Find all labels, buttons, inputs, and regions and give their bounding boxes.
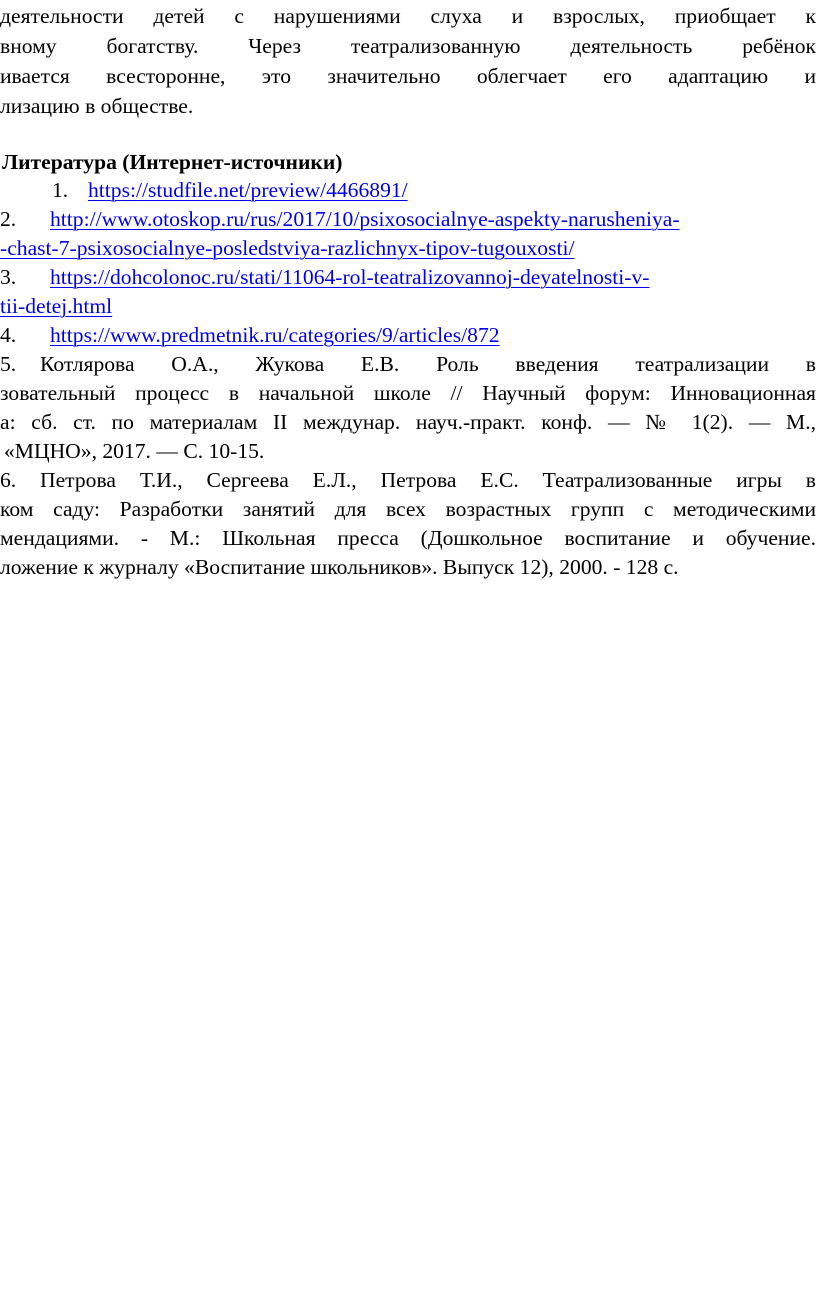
reference-number: 1. bbox=[52, 178, 69, 202]
reference-item-5 bbox=[0, 350, 816, 379]
intro-line-1: деятельности детей с нарушениями слуха и взрослых, приобщает к bbox=[0, 4, 816, 28]
reference-item-6-line-3: мендациями. - М.: Школьная пресса (Дошкольное воспитание и обучение. bbox=[0, 526, 816, 550]
reference-item-2-cont bbox=[0, 234, 816, 263]
reference-number: 5. bbox=[0, 352, 17, 376]
reference-text: Котлярова О.А., Жукова Е.В. Роль введения театрализации в bbox=[40, 352, 816, 376]
reference-link-predmetnik[interactable]: https://www.predmetnik.ru/categories/9/articles/872 bbox=[50, 323, 500, 347]
reference-item-5-line-3: а: сб. ст. по материалам II междунар. науч.-практ. конф. — № 1(2). — М., bbox=[0, 410, 816, 434]
reference-item-6-line-4: ложение к журналу «Воспитание школьников». Выпуск 12), 2000. - 128 с. bbox=[0, 555, 679, 579]
reference-link-dohcolonoc-cont[interactable]: tii-detej.html bbox=[0, 294, 113, 318]
reference-item-3 bbox=[0, 263, 816, 292]
reference-item-4 bbox=[0, 321, 816, 350]
reference-number: 6. bbox=[0, 468, 17, 492]
reference-number: 4. bbox=[0, 323, 17, 347]
reference-item-6-line-2: ком саду: Разработки занятий для всех возрастных групп с методическими bbox=[0, 497, 816, 521]
intro-line-3: ивается всесторонне, это значительно облегчает его адаптацию и bbox=[0, 64, 816, 88]
reference-number: 2. bbox=[0, 207, 17, 231]
reference-link-studfile[interactable]: https://studfile.net/preview/4466891/ bbox=[88, 178, 408, 202]
reference-link-otoskop-cont[interactable]: -chast-7-psixosocialnye-posledstviya-razlichnyx-tipov-tugouxosti/ bbox=[0, 236, 575, 260]
reference-link-otoskop[interactable]: http://www.otoskop.ru/rus/2017/10/psixosocialnye-aspekty-narusheniya- bbox=[50, 207, 680, 231]
intro-line-2: вному богатству. Через театрализованную деятельность ребёнок bbox=[0, 34, 816, 58]
reference-link-dohcolonoc[interactable]: https://dohcolonoc.ru/stati/11064-rol-teatralizovannoj-deyatelnosti-v- bbox=[50, 265, 650, 289]
intro-line-4: лизацию в обществе. bbox=[0, 94, 194, 118]
reference-item-6 bbox=[0, 466, 816, 495]
reference-text: Петрова Т.И., Сергеева Е.Л., Петрова Е.С. Театрализованные игры в bbox=[40, 468, 816, 492]
reference-number: 3. bbox=[0, 265, 17, 289]
references-heading: Литература (Интернет-источники) bbox=[2, 150, 343, 174]
reference-item-1 bbox=[52, 176, 816, 205]
reference-item-2 bbox=[0, 205, 816, 234]
reference-item-5-line-4: «МЦНО», 2017. — С. 10-15. bbox=[4, 439, 265, 463]
reference-item-5-line-2: зовательный процесс в начальной школе // Научный форум: Инновационная bbox=[0, 381, 816, 405]
reference-item-3-cont bbox=[0, 292, 816, 321]
